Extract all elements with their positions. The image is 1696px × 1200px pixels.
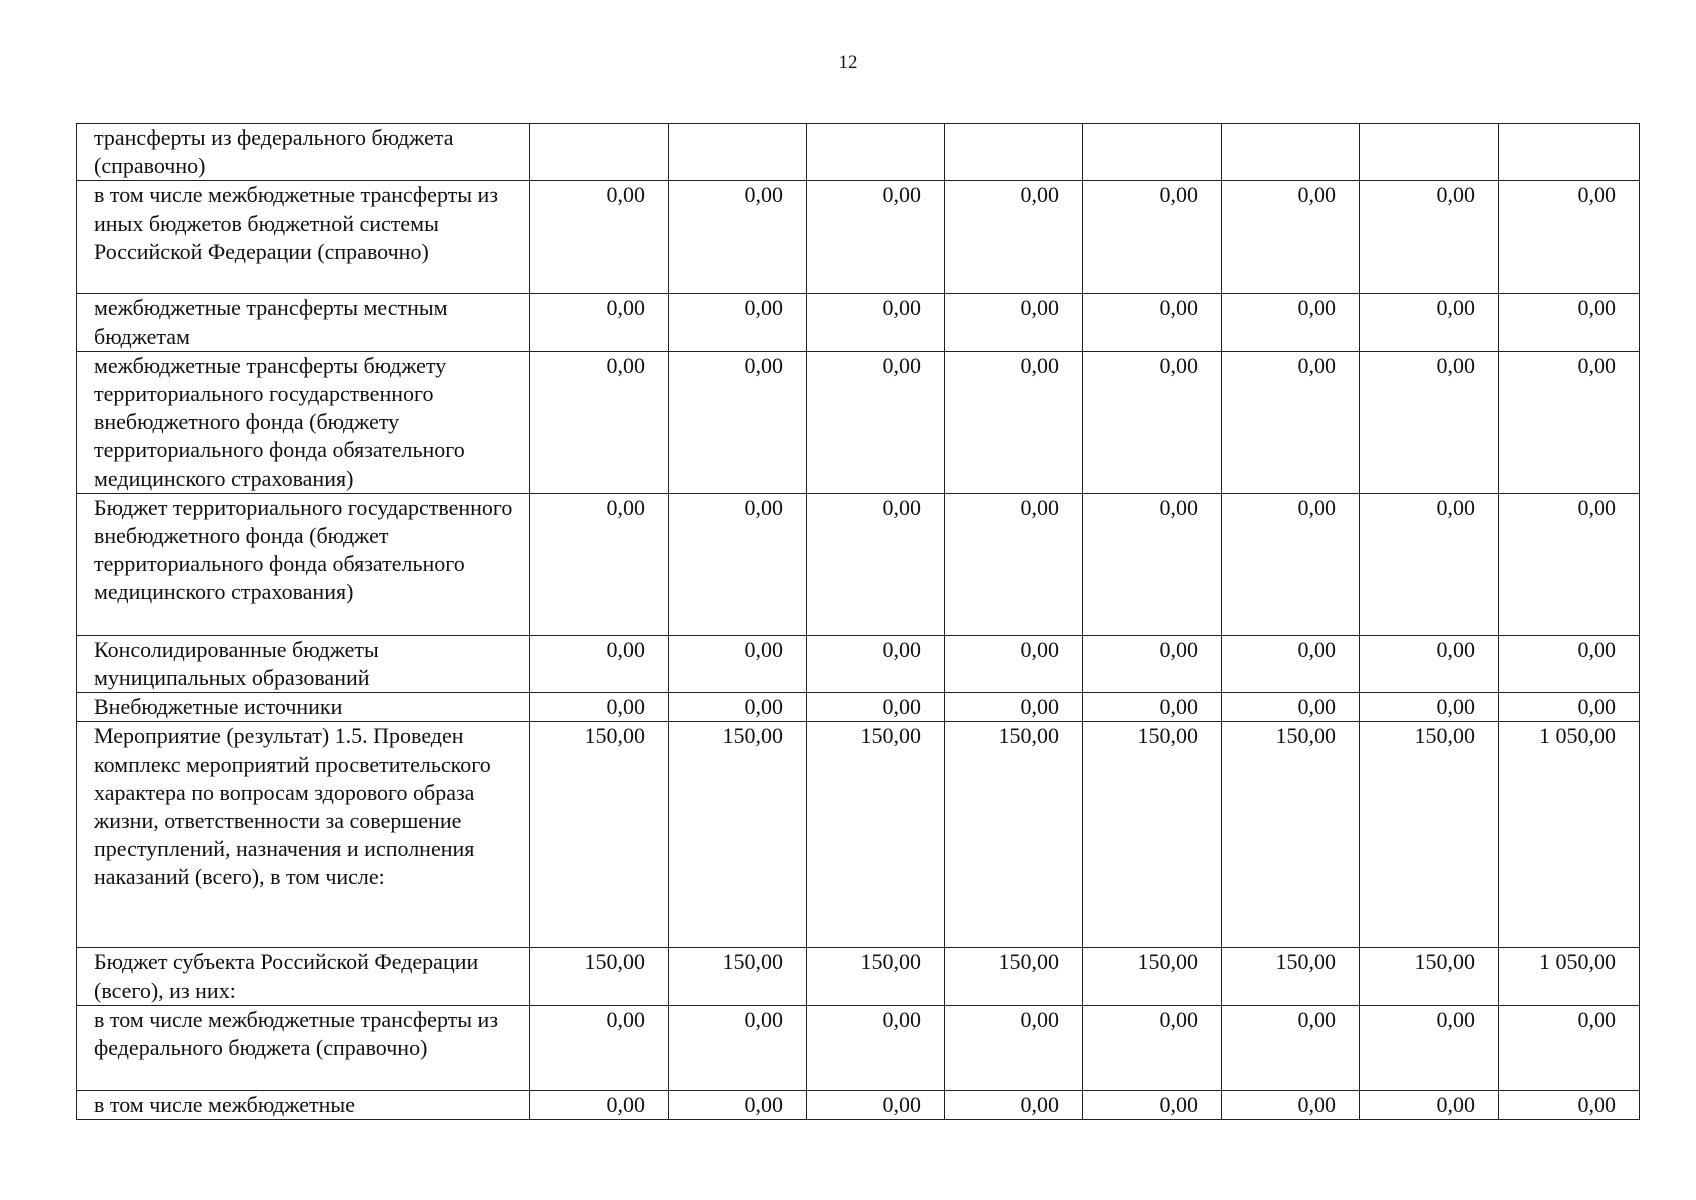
value-cell [807, 124, 945, 181]
value-cell [1360, 124, 1499, 181]
value-cell: 150,00 [1360, 722, 1499, 948]
value-cell: 150,00 [530, 948, 669, 1005]
value-cell: 0,00 [669, 181, 807, 294]
budget-table [76, 123, 1640, 1120]
value-cell: 0,00 [669, 693, 807, 722]
value-cell: 150,00 [669, 948, 807, 1005]
value-cell: 0,00 [669, 1090, 807, 1119]
value-cell: 0,00 [1222, 181, 1360, 294]
value-cell: 0,00 [530, 294, 669, 351]
value-cell: 150,00 [945, 722, 1083, 948]
value-cell: 0,00 [945, 693, 1083, 722]
value-cell: 0,00 [1360, 294, 1499, 351]
page-number [0, 52, 1696, 74]
value-cell: 0,00 [807, 635, 945, 692]
page-number-text: 12 [838, 52, 858, 73]
value-cell: 150,00 [530, 722, 669, 948]
value-cell: 0,00 [945, 493, 1083, 635]
value-cell: 0,00 [530, 1005, 669, 1090]
value-cell: 0,00 [530, 181, 669, 294]
value-cell: 0,00 [807, 1005, 945, 1090]
value-cell: 0,00 [1360, 181, 1499, 294]
value-cell: 0,00 [669, 1005, 807, 1090]
value-cell: 0,00 [669, 294, 807, 351]
value-cell: 0,00 [530, 693, 669, 722]
value-cell: 0,00 [1499, 351, 1640, 493]
value-cell: 0,00 [1499, 493, 1640, 635]
row-label: Бюджет субъекта Российской Федерации (всего), из них: [77, 948, 530, 1005]
table-row [77, 493, 1640, 635]
row-label: в том числе межбюджетные [77, 1090, 530, 1119]
value-cell: 0,00 [1499, 1005, 1640, 1090]
value-cell: 0,00 [1222, 351, 1360, 493]
value-cell: 0,00 [1499, 635, 1640, 692]
value-cell: 0,00 [1083, 351, 1222, 493]
value-cell: 0,00 [1360, 635, 1499, 692]
row-label: Бюджет территориального государственного внебюджетного фонда (бюджет территориального фонда обязательного медицинского страхования) [77, 493, 530, 635]
value-cell: 0,00 [945, 1090, 1083, 1119]
value-cell: 0,00 [669, 493, 807, 635]
value-cell: 0,00 [807, 1090, 945, 1119]
row-label: Мероприятие (результат) 1.5. Проведен комплекс мероприятий просветительского характера по вопросам здорового образа жизни, ответственности за совершение преступлений, назначения и исполнения наказаний (всего), в том числе: [77, 722, 530, 948]
value-cell: 0,00 [1499, 693, 1640, 722]
value-cell: 150,00 [1083, 722, 1222, 948]
value-cell: 0,00 [945, 294, 1083, 351]
value-cell: 0,00 [807, 493, 945, 635]
table-row [77, 693, 1640, 722]
table-row [77, 948, 1640, 1005]
table-row [77, 1090, 1640, 1119]
value-cell: 0,00 [1083, 181, 1222, 294]
row-label: Внебюджетные источники [77, 693, 530, 722]
value-cell [1222, 124, 1360, 181]
table-row [77, 635, 1640, 692]
value-cell [1499, 124, 1640, 181]
value-cell: 0,00 [1083, 1005, 1222, 1090]
table-row [77, 294, 1640, 351]
value-cell: 0,00 [530, 635, 669, 692]
table-row [77, 722, 1640, 948]
value-cell: 0,00 [1360, 1005, 1499, 1090]
row-label: Консолидированные бюджеты муниципальных образований [77, 635, 530, 692]
table-row [77, 351, 1640, 493]
row-label: трансферты из федерального бюджета (справочно) [77, 124, 530, 181]
value-cell: 0,00 [1222, 635, 1360, 692]
value-cell: 150,00 [669, 722, 807, 948]
value-cell: 150,00 [807, 722, 945, 948]
row-label: межбюджетные трансферты местным бюджетам [77, 294, 530, 351]
value-cell: 0,00 [1083, 635, 1222, 692]
value-cell: 150,00 [1083, 948, 1222, 1005]
value-cell: 0,00 [1360, 493, 1499, 635]
table-row [77, 124, 1640, 181]
value-cell [1083, 124, 1222, 181]
value-cell: 1 050,00 [1499, 948, 1640, 1005]
value-cell: 1 050,00 [1499, 722, 1640, 948]
value-cell: 0,00 [1083, 294, 1222, 351]
value-cell: 0,00 [1499, 1090, 1640, 1119]
value-cell: 0,00 [530, 1090, 669, 1119]
value-cell [669, 124, 807, 181]
value-cell: 0,00 [1360, 351, 1499, 493]
value-cell: 0,00 [669, 351, 807, 493]
value-cell: 150,00 [945, 948, 1083, 1005]
value-cell: 0,00 [1222, 693, 1360, 722]
value-cell: 0,00 [807, 351, 945, 493]
row-label: межбюджетные трансферты бюджету территориального государственного внебюджетного фонда (бюджету территориального фонда обязательного медицинского страхования) [77, 351, 530, 493]
value-cell: 0,00 [1360, 1090, 1499, 1119]
row-label: в том числе межбюджетные трансферты из иных бюджетов бюджетной системы Российской Федерации (справочно) [77, 181, 530, 294]
value-cell: 0,00 [669, 635, 807, 692]
value-cell: 0,00 [1499, 181, 1640, 294]
value-cell: 150,00 [1222, 948, 1360, 1005]
value-cell: 0,00 [1222, 493, 1360, 635]
value-cell [530, 124, 669, 181]
value-cell: 0,00 [1222, 1005, 1360, 1090]
value-cell: 0,00 [1083, 493, 1222, 635]
value-cell: 0,00 [1499, 294, 1640, 351]
value-cell: 0,00 [530, 493, 669, 635]
value-cell: 0,00 [945, 1005, 1083, 1090]
value-cell: 150,00 [807, 948, 945, 1005]
value-cell: 0,00 [945, 181, 1083, 294]
value-cell: 0,00 [945, 635, 1083, 692]
value-cell: 0,00 [807, 181, 945, 294]
value-cell: 0,00 [945, 351, 1083, 493]
value-cell [945, 124, 1083, 181]
value-cell: 150,00 [1222, 722, 1360, 948]
table-row [77, 1005, 1640, 1090]
value-cell: 0,00 [1222, 294, 1360, 351]
value-cell: 0,00 [1360, 693, 1499, 722]
table-row [77, 181, 1640, 294]
row-label: в том числе межбюджетные трансферты из федерального бюджета (справочно) [77, 1005, 530, 1090]
value-cell: 0,00 [807, 294, 945, 351]
value-cell: 0,00 [1222, 1090, 1360, 1119]
value-cell: 0,00 [1083, 693, 1222, 722]
value-cell: 0,00 [1083, 1090, 1222, 1119]
value-cell: 150,00 [1360, 948, 1499, 1005]
value-cell: 0,00 [530, 351, 669, 493]
value-cell: 0,00 [807, 693, 945, 722]
